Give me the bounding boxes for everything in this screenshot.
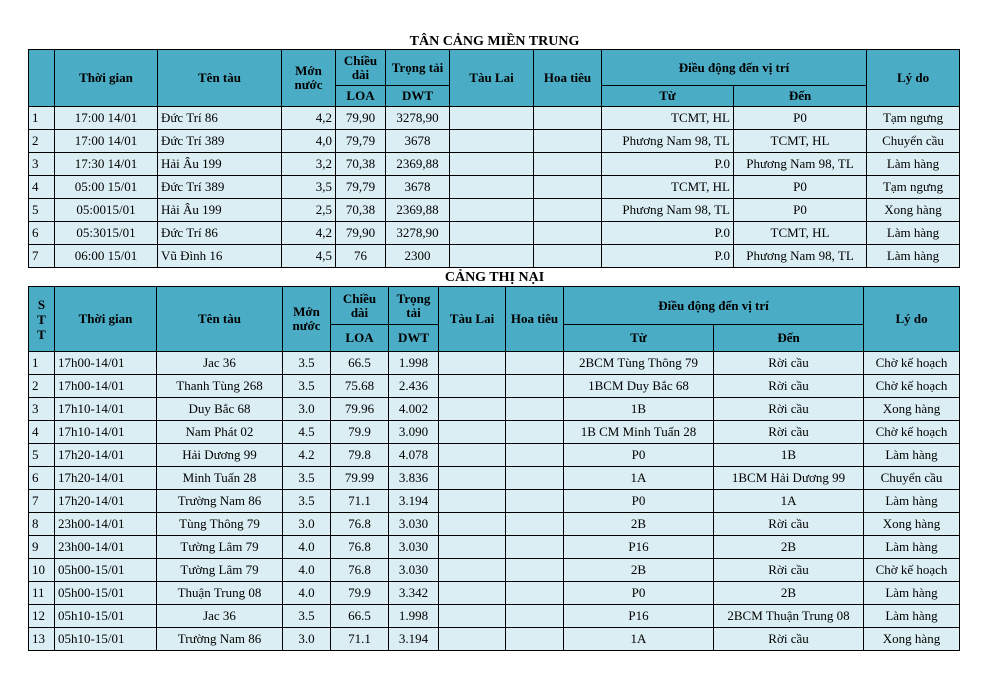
ship-name-cell: Tường Lâm 79 [157, 559, 283, 582]
dwt-cell: 4.078 [389, 444, 439, 467]
draft-cell: 3.5 [283, 467, 331, 490]
tug-cell [439, 536, 506, 559]
draft-cell: 4,0 [282, 130, 336, 153]
dwt-cell: 3.194 [389, 628, 439, 651]
time-cell: 17h10-14/01 [55, 398, 157, 421]
from-cell: P16 [564, 536, 714, 559]
loa-cell: 76.8 [331, 536, 389, 559]
draft-cell: 4.2 [283, 444, 331, 467]
draft-cell: 2,5 [282, 199, 336, 222]
from-cell: 1B [564, 398, 714, 421]
time-cell: 05h00-15/01 [55, 559, 157, 582]
pilot-cell [506, 582, 564, 605]
loa-cell: 79,79 [336, 176, 386, 199]
tug-cell [439, 352, 506, 375]
pilot-cell [534, 107, 602, 130]
ship-name-header: Tên tàu [157, 287, 283, 352]
to-cell: Phương Nam 98, TL [734, 153, 867, 176]
stt-cell: 6 [29, 222, 55, 245]
pilot-cell [534, 245, 602, 268]
from-cell: P.0 [602, 222, 734, 245]
from-cell: 2B [564, 559, 714, 582]
ship-name-cell: Jac 36 [157, 605, 283, 628]
pilot-cell [534, 222, 602, 245]
reason-cell: Làm hàng [864, 605, 960, 628]
loa-cell: 79.99 [331, 467, 389, 490]
stt-cell: 2 [29, 130, 55, 153]
table-row [29, 536, 960, 559]
stt-cell: 9 [29, 536, 55, 559]
pilot-cell [506, 559, 564, 582]
to-cell: 2B [714, 582, 864, 605]
ship-name-cell: Đức Trí 86 [158, 107, 282, 130]
loa-cell: 66.5 [331, 352, 389, 375]
ship-name-cell: Hải Âu 199 [158, 199, 282, 222]
from-header: Từ [602, 86, 734, 107]
reason-cell: Chuyển cầu [864, 467, 960, 490]
time-cell: 17h10-14/01 [55, 421, 157, 444]
time-cell: 17h20-14/01 [55, 444, 157, 467]
table-row [29, 130, 960, 153]
stt-cell: 5 [29, 199, 55, 222]
ship-name-cell: Đức Trí 389 [158, 176, 282, 199]
dwt-cell: 3678 [386, 176, 450, 199]
loa-cell: 79,90 [336, 222, 386, 245]
pilot-cell [534, 199, 602, 222]
tug-cell [439, 628, 506, 651]
stt-cell: 5 [29, 444, 55, 467]
tug-cell [439, 444, 506, 467]
ship-name-header: Tên tàu [158, 50, 282, 107]
ship-name-cell: Minh Tuấn 28 [157, 467, 283, 490]
loa-cell: 71.1 [331, 490, 389, 513]
length-header: Chiều dài [331, 287, 389, 325]
tug-cell [439, 421, 506, 444]
table-row [29, 513, 960, 536]
cang-thi-nai-table [28, 286, 960, 651]
draft-cell: 3.0 [283, 398, 331, 421]
to-cell: 2BCM Thuận Trung 08 [714, 605, 864, 628]
loa-cell: 76 [336, 245, 386, 268]
to-cell: Rời cầu [714, 375, 864, 398]
dwt-cell: 2369,88 [386, 199, 450, 222]
table-row [29, 153, 960, 176]
time-cell: 05h00-15/01 [55, 582, 157, 605]
pilot-cell [534, 176, 602, 199]
table-row [29, 245, 960, 268]
weight-header: Trọng tải [389, 287, 439, 325]
time-cell: 06:00 15/01 [55, 245, 158, 268]
time-cell: 23h00-14/01 [55, 513, 157, 536]
draft-cell: 3,5 [282, 176, 336, 199]
tug-cell [439, 559, 506, 582]
pilot-cell [506, 513, 564, 536]
tug-cell [439, 398, 506, 421]
time-cell: 05h10-15/01 [55, 628, 157, 651]
draft-cell: 4,2 [282, 107, 336, 130]
dwt-cell: 2.436 [389, 375, 439, 398]
stt-cell: 3 [29, 398, 55, 421]
dwt-cell: 2369,88 [386, 153, 450, 176]
stt-cell: 13 [29, 628, 55, 651]
tug-cell [439, 513, 506, 536]
dwt-cell: 3678 [386, 130, 450, 153]
time-cell: 17h00-14/01 [55, 375, 157, 398]
from-cell: 1B CM Minh Tuấn 28 [564, 421, 714, 444]
to-cell: TCMT, HL [734, 222, 867, 245]
pilot-cell [506, 444, 564, 467]
from-cell: 2B [564, 513, 714, 536]
pilot-cell [506, 536, 564, 559]
pilot-cell [506, 628, 564, 651]
dwt-cell: 3.194 [389, 490, 439, 513]
from-cell: P0 [564, 490, 714, 513]
ship-name-cell: Trường Nam 86 [157, 628, 283, 651]
tug-cell [450, 176, 534, 199]
reason-cell: Xong hàng [864, 398, 960, 421]
length-header: Chiều dài [336, 50, 386, 86]
draft-cell: 3.0 [283, 513, 331, 536]
reason-cell: Tạm ngưng [867, 107, 960, 130]
to-cell: Rời cầu [714, 421, 864, 444]
loa-cell: 79.9 [331, 582, 389, 605]
reason-header: Lý do [864, 287, 960, 352]
draft-header: Mớn nước [283, 287, 331, 352]
stt-cell: 10 [29, 559, 55, 582]
loa-header: LOA [336, 86, 386, 107]
stt-cell: 11 [29, 582, 55, 605]
pilot-cell [506, 467, 564, 490]
table-row [29, 352, 960, 375]
time-cell: 05:00 15/01 [55, 176, 158, 199]
draft-cell: 3.5 [283, 375, 331, 398]
loa-cell: 75.68 [331, 375, 389, 398]
table-row [29, 628, 960, 651]
table-row [29, 559, 960, 582]
from-cell: TCMT, HL [602, 176, 734, 199]
loa-cell: 70,38 [336, 199, 386, 222]
pilot-cell [506, 421, 564, 444]
ship-name-cell: Đức Trí 389 [158, 130, 282, 153]
from-cell: P.0 [602, 245, 734, 268]
draft-header: Mớn nước [282, 50, 336, 107]
reason-cell: Làm hàng [864, 490, 960, 513]
to-cell: Rời cầu [714, 628, 864, 651]
dwt-cell: 4.002 [389, 398, 439, 421]
reason-cell: Xong hàng [864, 628, 960, 651]
reason-cell: Chờ kế hoạch [864, 559, 960, 582]
from-cell: Phương Nam 98, TL [602, 199, 734, 222]
dwt-cell: 3.030 [389, 513, 439, 536]
ship-name-cell: Tường Lâm 79 [157, 536, 283, 559]
dwt-cell: 3278,90 [386, 107, 450, 130]
dwt-cell: 1.998 [389, 605, 439, 628]
tug-cell [450, 107, 534, 130]
from-cell: Phương Nam 98, TL [602, 130, 734, 153]
draft-cell: 4.5 [283, 421, 331, 444]
draft-cell: 4.0 [283, 536, 331, 559]
tug-cell [439, 375, 506, 398]
stt-cell: 4 [29, 421, 55, 444]
to-header: Đến [734, 86, 867, 107]
reason-cell: Làm hàng [867, 222, 960, 245]
table-row [29, 467, 960, 490]
tug-cell [439, 467, 506, 490]
loa-cell: 71.1 [331, 628, 389, 651]
time-cell: 23h00-14/01 [55, 536, 157, 559]
stt-cell: 7 [29, 490, 55, 513]
table-row [29, 375, 960, 398]
pilot-cell [534, 130, 602, 153]
time-cell: 05:0015/01 [55, 199, 158, 222]
reason-cell: Xong hàng [867, 199, 960, 222]
pilot-header: Hoa tiêu [534, 50, 602, 107]
ship-name-cell: Thuận Trung 08 [157, 582, 283, 605]
time-cell: 05:3015/01 [55, 222, 158, 245]
table-row [29, 605, 960, 628]
from-header: Từ [564, 325, 714, 352]
reason-cell: Làm hàng [864, 582, 960, 605]
draft-cell: 3.5 [283, 490, 331, 513]
to-header: Đến [714, 325, 864, 352]
ship-name-cell: Hải Dương 99 [157, 444, 283, 467]
move-header: Điều động đến vị trí [564, 287, 864, 325]
to-cell: P0 [734, 176, 867, 199]
to-cell: 2B [714, 536, 864, 559]
to-cell: Rời cầu [714, 559, 864, 582]
to-cell: Rời cầu [714, 352, 864, 375]
tug-cell [450, 245, 534, 268]
ship-name-cell: Jac 36 [157, 352, 283, 375]
pilot-cell [506, 398, 564, 421]
to-cell: P0 [734, 199, 867, 222]
reason-cell: Chờ kế hoạch [864, 375, 960, 398]
to-cell: TCMT, HL [734, 130, 867, 153]
loa-cell: 66.5 [331, 605, 389, 628]
stt-cell: 1 [29, 352, 55, 375]
loa-cell: 76.8 [331, 559, 389, 582]
from-cell: P0 [564, 582, 714, 605]
tug-cell [439, 605, 506, 628]
ship-name-cell: Duy Bắc 68 [157, 398, 283, 421]
loa-cell: 79.96 [331, 398, 389, 421]
ship-name-cell: Đức Trí 86 [158, 222, 282, 245]
table-row [29, 199, 960, 222]
dwt-header: DWT [389, 325, 439, 352]
stt-cell: 8 [29, 513, 55, 536]
stt-cell: 2 [29, 375, 55, 398]
table-row [29, 444, 960, 467]
ship-name-cell: Tùng Thông 79 [157, 513, 283, 536]
tug-cell [450, 130, 534, 153]
reason-cell: Chuyển cầu [867, 130, 960, 153]
from-cell: 2BCM Tùng Thông 79 [564, 352, 714, 375]
to-cell: Phương Nam 98, TL [734, 245, 867, 268]
time-cell: 17h20-14/01 [55, 490, 157, 513]
stt-cell: 3 [29, 153, 55, 176]
time-cell: 05h10-15/01 [55, 605, 157, 628]
ship-name-cell: Hải Âu 199 [158, 153, 282, 176]
draft-cell: 4,5 [282, 245, 336, 268]
from-cell: P0 [564, 444, 714, 467]
loa-cell: 79.8 [331, 444, 389, 467]
dwt-cell: 1.998 [389, 352, 439, 375]
reason-cell: Làm hàng [867, 153, 960, 176]
reason-cell: Làm hàng [864, 536, 960, 559]
pilot-cell [506, 605, 564, 628]
draft-cell: 3.5 [283, 605, 331, 628]
time-header: Thời gian [55, 50, 158, 107]
reason-cell: Chờ kế hoạch [864, 421, 960, 444]
ship-name-cell: Trường Nam 86 [157, 490, 283, 513]
stt-cell: 4 [29, 176, 55, 199]
to-cell: 1BCM Hải Dương 99 [714, 467, 864, 490]
ship-name-cell: Thanh Tùng 268 [157, 375, 283, 398]
dwt-cell: 3278,90 [386, 222, 450, 245]
draft-cell: 4.0 [283, 582, 331, 605]
to-cell: Rời cầu [714, 513, 864, 536]
dwt-cell: 2300 [386, 245, 450, 268]
tug-cell [450, 153, 534, 176]
reason-header: Lý do [867, 50, 960, 107]
from-cell: 1BCM Duy Bắc 68 [564, 375, 714, 398]
section1-title: TÂN CẢNG MIỀN TRUNG [409, 34, 580, 49]
draft-cell: 3.5 [283, 352, 331, 375]
tug-cell [439, 582, 506, 605]
stt-cell: 1 [29, 107, 55, 130]
ship-name-cell: Vũ Đình 16 [158, 245, 282, 268]
to-cell: 1B [714, 444, 864, 467]
table-row [29, 398, 960, 421]
tug-cell [439, 490, 506, 513]
from-cell: P16 [564, 605, 714, 628]
stt-cell: 12 [29, 605, 55, 628]
stt-header [29, 50, 55, 107]
to-cell: 1A [714, 490, 864, 513]
dwt-cell: 3.090 [389, 421, 439, 444]
pilot-header: Hoa tiêu [506, 287, 564, 352]
reason-cell: Chờ kế hoạch [864, 352, 960, 375]
draft-cell: 3,2 [282, 153, 336, 176]
table-row [29, 490, 960, 513]
reason-cell: Làm hàng [867, 245, 960, 268]
draft-cell: 4,2 [282, 222, 336, 245]
table-row [29, 421, 960, 444]
stt-cell: 7 [29, 245, 55, 268]
section2-title: CẢNG THỊ NẠI [444, 270, 545, 285]
loa-cell: 79,79 [336, 130, 386, 153]
weight-header: Trọng tải [386, 50, 450, 86]
draft-cell: 3.0 [283, 628, 331, 651]
reason-cell: Xong hàng [864, 513, 960, 536]
reason-cell: Làm hàng [864, 444, 960, 467]
pilot-cell [506, 490, 564, 513]
tug-header: Tàu Lai [450, 50, 534, 107]
loa-cell: 70,38 [336, 153, 386, 176]
table-row [29, 582, 960, 605]
pilot-cell [506, 375, 564, 398]
stt-header: S T T [29, 287, 55, 352]
dwt-cell: 3.342 [389, 582, 439, 605]
from-cell: 1A [564, 467, 714, 490]
table-row [29, 176, 960, 199]
table-row [29, 222, 960, 245]
pilot-cell [506, 352, 564, 375]
to-cell: P0 [734, 107, 867, 130]
time-cell: 17:30 14/01 [55, 153, 158, 176]
time-header: Thời gian [55, 287, 157, 352]
from-cell: 1A [564, 628, 714, 651]
tug-header: Tàu Lai [439, 287, 506, 352]
pilot-cell [534, 153, 602, 176]
ship-name-cell: Nam Phát 02 [157, 421, 283, 444]
dwt-cell: 3.030 [389, 536, 439, 559]
from-cell: TCMT, HL [602, 107, 734, 130]
stt-cell: 6 [29, 467, 55, 490]
tug-cell [450, 199, 534, 222]
loa-cell: 79,90 [336, 107, 386, 130]
from-cell: P.0 [602, 153, 734, 176]
loa-cell: 79.9 [331, 421, 389, 444]
to-cell: Rời cầu [714, 398, 864, 421]
move-header: Điều động đến vị trí [602, 50, 867, 86]
time-cell: 17h20-14/01 [55, 467, 157, 490]
table-row [29, 107, 960, 130]
dwt-cell: 3.030 [389, 559, 439, 582]
dwt-header: DWT [386, 86, 450, 107]
draft-cell: 4.0 [283, 559, 331, 582]
time-cell: 17h00-14/01 [55, 352, 157, 375]
tug-cell [450, 222, 534, 245]
dwt-cell: 3.836 [389, 467, 439, 490]
loa-header: LOA [331, 325, 389, 352]
reason-cell: Tạm ngưng [867, 176, 960, 199]
tan-cang-mien-trung-table [28, 49, 960, 268]
time-cell: 17:00 14/01 [55, 130, 158, 153]
loa-cell: 76.8 [331, 513, 389, 536]
time-cell: 17:00 14/01 [55, 107, 158, 130]
